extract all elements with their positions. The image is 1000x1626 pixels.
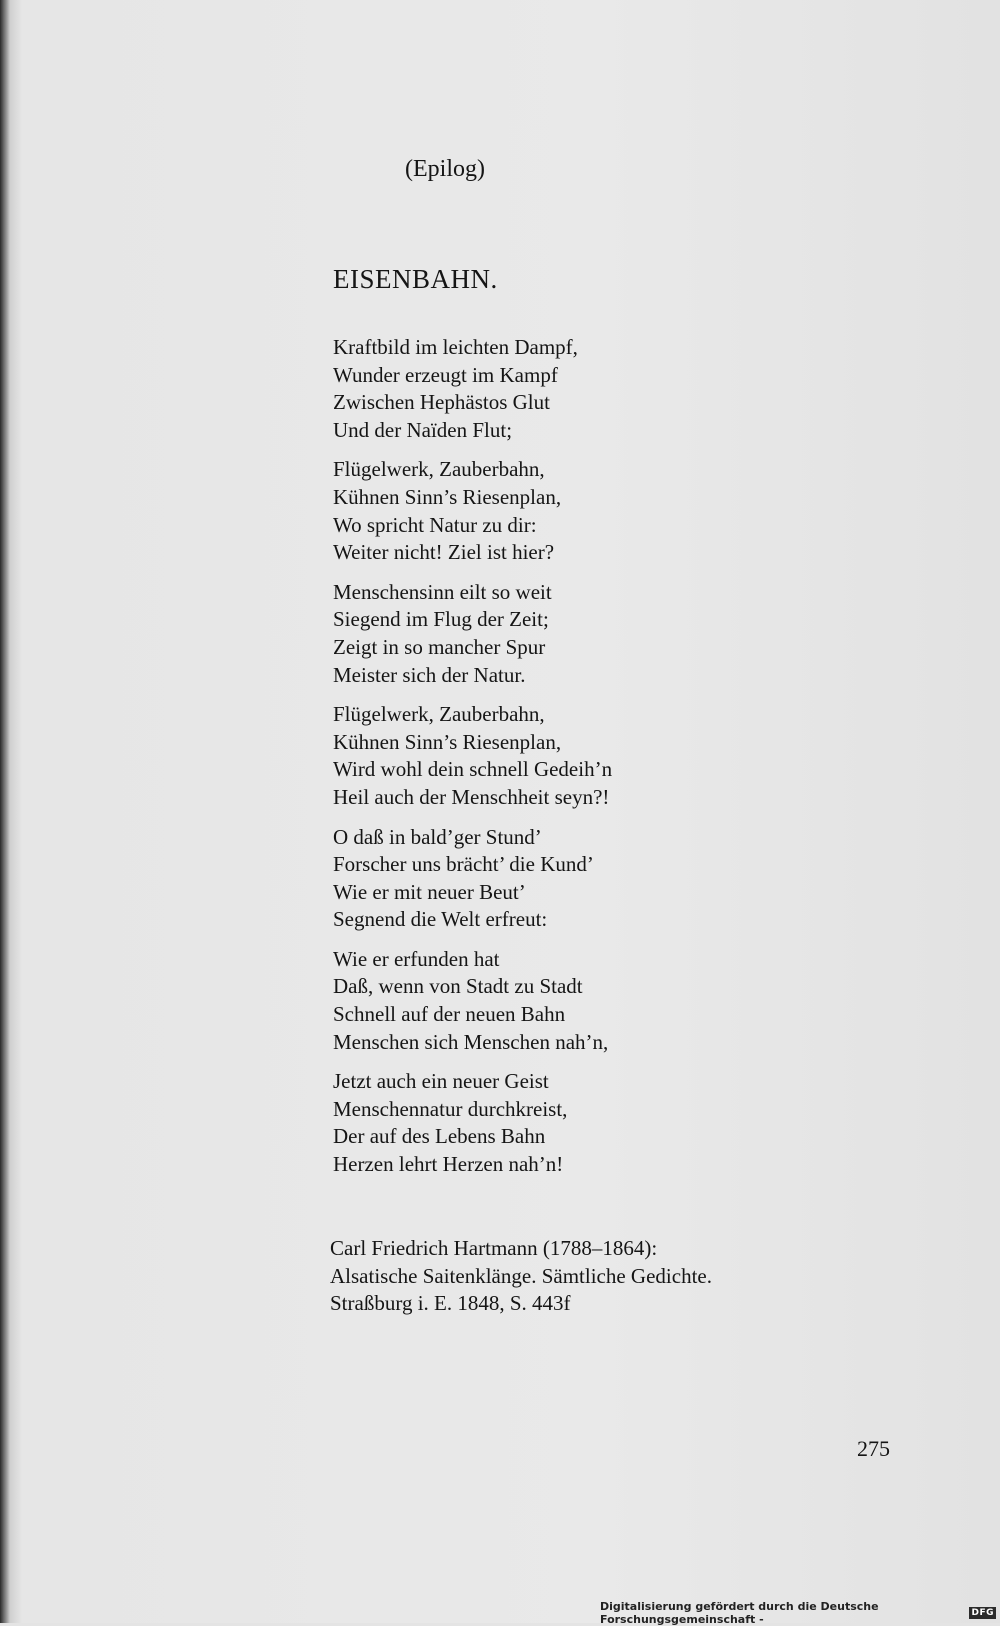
poem-line: Wunder erzeugt im Kampf [333,362,558,387]
stanza [333,456,853,566]
dfg-logo: DFG [971,1608,994,1618]
poem-line: Menschennatur durchkreist, [333,1096,568,1121]
stanza [333,824,853,934]
poem-line: Und der Naïden Flut; [333,417,513,442]
poem-line: Der auf des Lebens Bahn [333,1124,546,1149]
stanza [333,579,853,689]
citation-line: Carl Friedrich Hartmann (1788–1864): [330,1236,658,1260]
source-citation [330,1235,890,1318]
poem-line: Weiter nicht! Ziel ist hier? [333,540,555,565]
poem-line: Heil auch der Menschheit seyn?! [333,784,610,809]
poem-line: Daß, wenn von Stadt zu Stadt [333,974,583,999]
poem-line: Meister sich der Natur. [333,662,526,687]
section-label: (Epilog) [405,156,485,182]
poem-line: Wie er erfunden hat [333,946,500,971]
poem-line: O daß in bald’ger Stund’ [333,824,542,849]
poem-line: Wo spricht Natur zu dir: [333,512,537,537]
poem-line: Wie er mit neuer Beut’ [333,879,526,904]
poem-line: Kraftbild im leichten Dampf, [333,335,578,359]
stanza [333,701,853,811]
footer-credit-text: Digitalisierung gefördert durch die Deutsche Forschungsgemeinschaft - [600,1600,879,1626]
poem-line: Flügelwerk, Zauberbahn, [333,457,545,482]
stanza [333,334,853,444]
poem-line: Wird wohl dein schnell Gedeih’n [333,757,613,782]
poem-line: Kühnen Sinn’s Riesenplan, [333,729,562,754]
poem-line: Schnell auf der neuen Bahn [333,1002,566,1027]
digitization-footer [600,1600,1000,1626]
poem-title: EISENBAHN. [333,264,498,294]
poem-line: Zwischen Hephästos Glut [333,390,550,415]
poem-line: Menschen sich Menschen nah’n, [333,1029,609,1054]
citation-line: Straßburg i. E. 1848, S. 443f [330,1291,571,1316]
stanza [333,946,853,1056]
poem-line: Forscher uns brächt’ die Kund’ [333,852,594,877]
poem-line: Zeigt in so mancher Spur [333,634,546,659]
poem-line: Jetzt auch ein neuer Geist [333,1069,549,1094]
poem-line: Herzen lehrt Herzen nah’n! [333,1152,564,1177]
poem-body [333,334,853,1191]
stanza [333,1068,853,1178]
page-number: 275 [857,1436,890,1461]
poem-line: Kühnen Sinn’s Riesenplan, [333,484,562,509]
poem-line: Segnend die Welt erfreut: [333,907,548,932]
citation-line: Alsatische Saitenklänge. Sämtliche Gedichte. [330,1263,712,1288]
poem-line: Menschensinn eilt so weit [333,579,552,604]
poem-line: Siegend im Flug der Zeit; [333,607,549,632]
poem-line: Flügelwerk, Zauberbahn, [333,702,545,727]
